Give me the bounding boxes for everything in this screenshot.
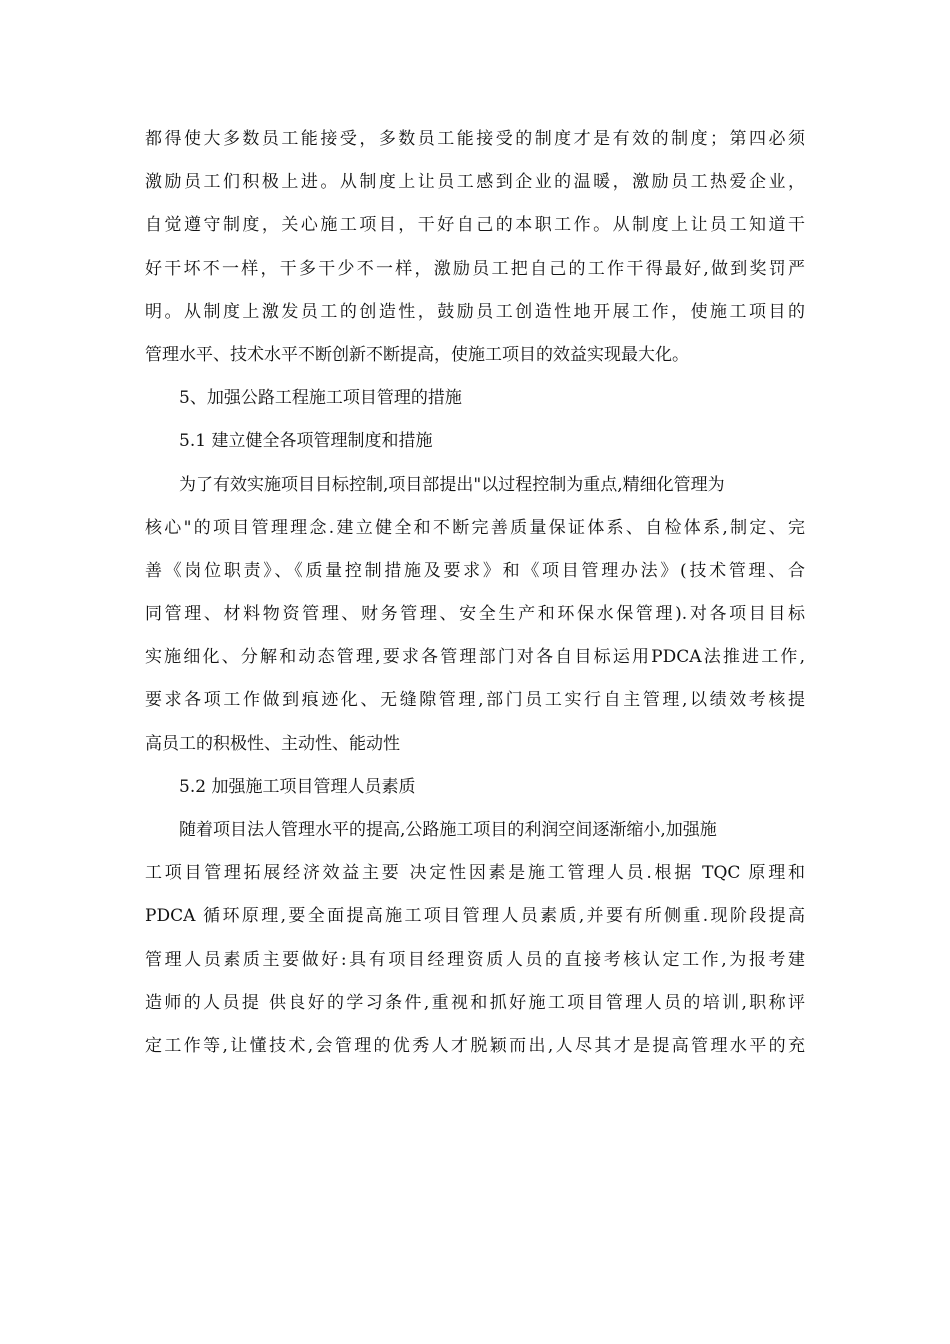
text-line: 自觉遵守制度，关心施工项目，干好自己的本职工作。从制度上让员工知道干 <box>145 215 805 236</box>
text-line: 好干坏不一样，干多干少不一样，激励员工把自己的工作干得最好,做到奖罚严 <box>145 258 805 279</box>
text-line: 定工作等,让懂技术,会管理的优秀人才脱颖而出,人尽其才是提高管理水平的充 <box>145 1035 805 1056</box>
text-line: 明。从制度上激发员工的创造性，鼓励员工创造性地开展工作，使施工项目的 <box>145 301 805 322</box>
text-line: 造师的人员提 供良好的学习条件,重视和抓好施工项目管理人员的培训,职称评 <box>145 992 805 1013</box>
text-line: 高员工的积极性、主动性、能动性 <box>145 733 400 754</box>
text-line: 核心"的项目管理理念.建立健全和不断完善质量保证体系、自检体系,制定、完 <box>145 517 805 538</box>
paragraph-start-line: 随着项目法人管理水平的提高,公路施工项目的利润空间逐渐缩小,加强施 <box>179 820 717 840</box>
paragraph-start-line: 5、加强公路工程施工项目管理的措施 <box>179 388 462 409</box>
paragraph-start-line: 为了有效实施项目目标控制,项目部提出"以过程控制为重点,精细化管理为 <box>179 474 725 495</box>
text-line: 同管理、材料物资管理、财务管理、安全生产和环保水保管理).对各项目目标 <box>145 604 805 625</box>
text-line: 激励员工们积极上进。从制度上让员工感到企业的温暖，激励员工热爱企业， <box>145 172 805 193</box>
paragraph-start-line: 5.1 建立健全各项管理制度和措施 <box>179 431 433 452</box>
text-line: 实施细化、分解和动态管理,要求各管理部门对各自目标运用PDCA法推进工作, <box>145 647 805 668</box>
text-line: 管理人员素质主要做好:具有项目经理资质人员的直接考核认定工作,为报考建 <box>145 949 805 970</box>
paragraph-start-line: 5.2 加强施工项目管理人员素质 <box>179 776 416 797</box>
text-line: 工项目管理拓展经济效益主要 决定性因素是施工管理人员.根据 TQC 原理和 <box>145 863 805 884</box>
text-line: 要求各项工作做到痕迹化、无缝隙管理,部门员工实行自主管理,以绩效考核提 <box>145 690 805 711</box>
text-line: 都得使大多数员工能接受，多数员工能接受的制度才是有效的制度；第四必须 <box>145 129 805 149</box>
text-line: 善《岗位职责》、《质量控制措施及要求》和《项目管理办法》(技术管理、合 <box>145 560 805 581</box>
text-line: PDCA 循环原理,要全面提高施工项目管理人员素质,并要有所侧重.现阶段提高 <box>145 906 805 927</box>
text-line: 管理水平、技术水平不断创新不断提高，使施工项目的效益实现最大化。 <box>145 344 689 365</box>
document-body <box>145 118 805 1068</box>
